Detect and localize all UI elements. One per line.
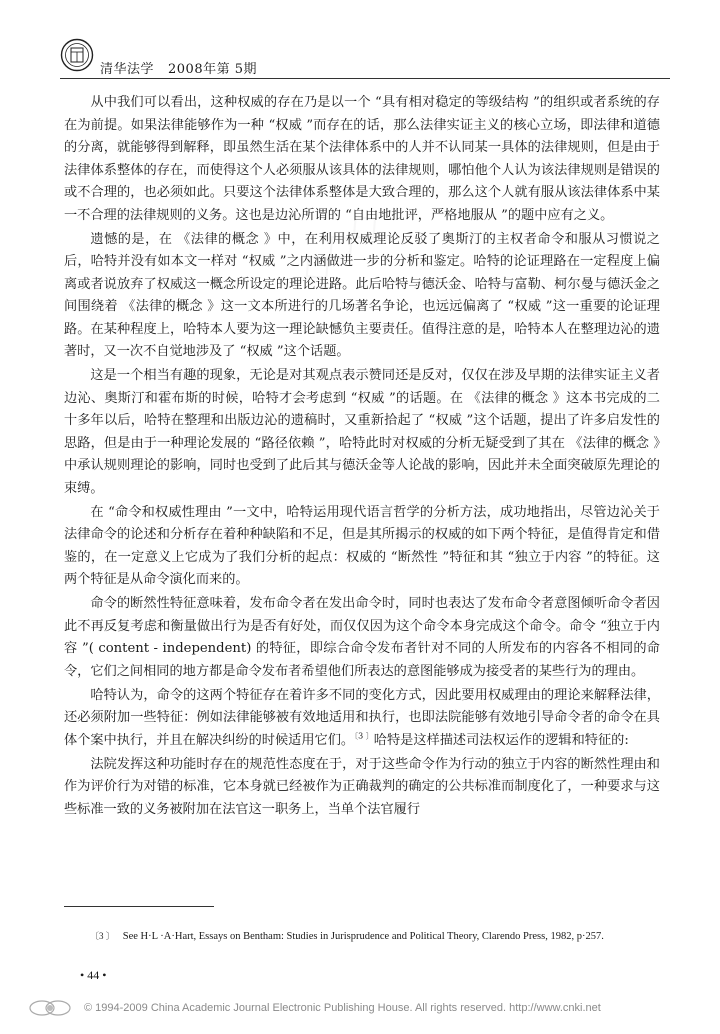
journal-issue: 2008年第 5期 [168, 62, 258, 77]
journal-title [100, 58, 257, 77]
block-quote: 法院发挥这种功能时存在的规范性态度在于，对于这些命令作为行动的独立于内容的断然性理由和作为评价行为对错的标准，它本身就已经被作为正确裁判的确定的公共标准而制度化了，一种要求与这些标准一致的义务被附加在法官这一职务上，当单个法官履行 [64, 756, 660, 817]
paragraph: 从中我们可以看出，这种权威的存在乃是以一个 “具有相对稳定的等级结构 ”的组织或者系统的存在为前提。如果法律能够作为一种 “权威 ”而存在的话，那么法律实证主义的核心立场，即法律和道德的分离，就能够得到解释，即虽然生活在某个法律体系中的人并不认同某一具体的法律规则，但是由于法律体系整体的存在，而使得这个人必须服从该具体的法律规则，哪怕他个人认为该法律规则是错误的或不合理的，也必须如此。只要这个法律体系整体是大致合理的，那么这个人就有服从该法律体系中某一不合理的法律规则的义务。这也是边沁所谓的 “自由地批评，严格地服从 ”的题中应有之义。 [64, 95, 660, 223]
paragraph: 在 “命令和权威性理由 ”一文中，哈特运用现代语言哲学的分析方法，成功地指出，尽管边沁关于法律命令的论述和分析存在着种种缺陷和不足，但是其所揭示的权威的如下两个特征，是值得肯定和借鉴的，在一定意义上它成为了我们分析的起点：权威的 “断然性 ”特征和其 “独立于内容 ”的特征。这两个特征是从命令演化而来的。 [64, 504, 660, 587]
paragraph-text: 哈特认为，命令的这两个特征存在着许多不同的变化方式，因此要用权威理由的理论来解释法律，还必须附加一些特征：例如法律能够被有效地适用和执行，也即法院能够有效地引导命令者的命令在具体个案中执行，并且在解决纠纷的时候适用它们。 [64, 687, 660, 748]
paragraph: 命令的断然性特征意味着，发布命令者在发出命令时，同时也表达了发布命令者意图倾听命令者因此不再反复考虑和衡量做出行为是否有好处，而仅仅因为这个命令本身完成这个命令。命令 “独立于内容 ”( content - independent) 的特征，即综合命令发布者针对不同的人所发布的内容各不相同的命令，它们之间相同的地方都是命令发布者希望他们所表达的意图能够成为接受者的某些行为的理由。 [64, 596, 660, 679]
footnote-text: See H·L ·A·Hart, Essays on Bentham: Studies in Jurisprudence and Political Theory, Clarendo Press, 1982, p·257. [122, 931, 604, 942]
tsinghua-emblem-icon [60, 38, 94, 72]
journal-name: 清华法学 [100, 62, 155, 77]
page-header [60, 38, 670, 78]
paragraph: 这是一个相当有趣的现象，无论是对其观点表示赞同还是反对，仅仅在涉及早期的法律实证主义者边沁、奥斯汀和霍布斯的时候，哈特才会考虑到 “权威 ”的话题。在 《法律的概念 》这本书完成的二十多年以后，哈特在整理和出版边沁的遗稿时，又重新拾起了 “权威 ”这个话题，提出了许多启发性的思路，但是由于一种理论发展的 “路径依赖 ”，哈特此时对权威的分析无疑受到了其在 《法律的概念 》中承认规则理论的影响，同时也受到了此后其与德沃金等人论战的影响，因此并未全面突破原先理论的束缚。 [64, 368, 660, 496]
copyright-text: © 1994-2009 China Academic Journal Electronic Publishing House. All rights reserved. http://www.cnki.net [84, 1002, 601, 1014]
footnote-rule [64, 906, 214, 907]
paragraph: 遗憾的是，在 《法律的概念 》中，在利用权威理论反驳了奥斯汀的主权者命令和服从习惯说之后，哈特并没有如本文一样对 “权威 ”之内涵做进一步的分析和鉴定。哈特的论证理路在一定程度上偏离或者说放弃了权威这一概念所设定的理论进路。此后哈特与德沃金、哈特与富勒、柯尔曼与德沃金之间围绕着 《法律的概念 》这一文本所进行的几场著名争论，也远远偏离了 “权威 ”这一重要的论证理路。在某种程度上，哈特本人要为这一理论缺憾负主要责任。值得注意的是，哈特本人在整理边沁的遗著时，又一次不自觉地涉及了 “权威 ”这个话题。 [64, 231, 660, 359]
paragraph [64, 685, 660, 753]
copyright-footer [0, 996, 720, 1022]
footnote-ref[interactable]: 〔3 〕 [354, 731, 374, 741]
paragraph-text: 哈特是这样描述司法权运作的逻辑和特征的: [373, 732, 629, 748]
footnote-mark: 〔3 〕 [90, 931, 115, 941]
cnki-logo-icon [28, 998, 74, 1018]
header-rule [60, 78, 670, 79]
watermark: ◇◇◇ [289, 198, 390, 293]
page-number: • 44 • [80, 968, 107, 982]
footnote [64, 928, 660, 945]
article-body [64, 92, 660, 823]
